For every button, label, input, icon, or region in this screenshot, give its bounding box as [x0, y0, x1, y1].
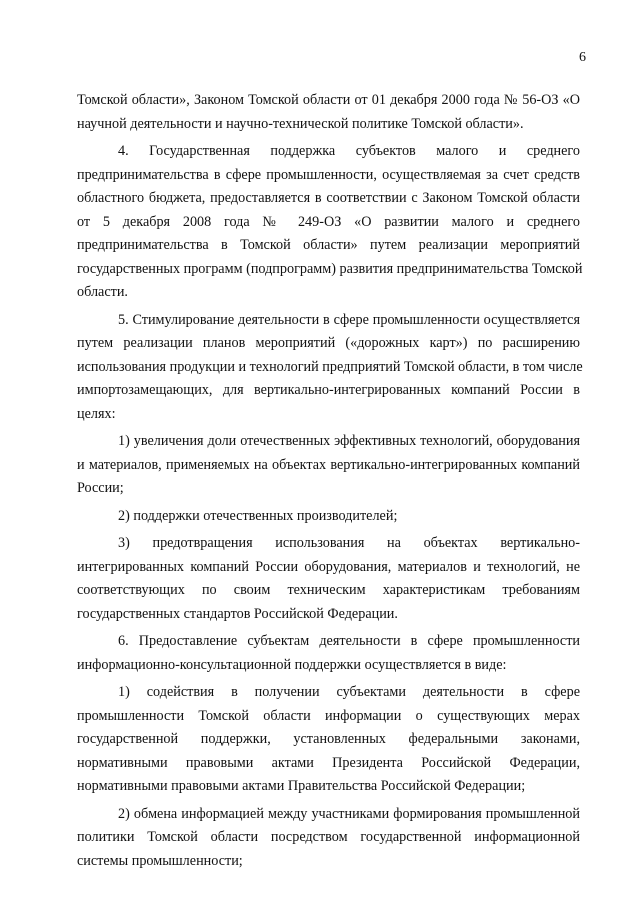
list-item-first-line: 2) обмена информацией между участниками формирования промышленной: [118, 805, 580, 822]
list-item-first-line: 1) увеличения доли отечественных эффективных технологий, оборудования: [118, 433, 580, 449]
list-item-first-line: 2) поддержки отечественных производителей;: [118, 507, 398, 524]
text-line: государственных программ (подпрограмм) развития предпринимательства Томской: [77, 260, 583, 277]
text-line: промышленности Томской области информации о существующих мерах: [77, 707, 580, 724]
text-line: интегрированных компаний России оборудования, материалов и технологий, не: [77, 558, 580, 575]
text-line: предпринимательства в сфере промышленности, осуществляемая за счет средств: [77, 166, 580, 183]
text-line: политики Томской области посредством государственной информационной: [77, 829, 580, 845]
text-line: от 5 декабря 2008 года № 249-ОЗ «О развитии малого и среднего: [77, 213, 580, 230]
text-line: областного бюджета, предоставляется в соответствии с Законом Томской области: [77, 190, 580, 206]
text-line: системы промышленности;: [77, 852, 243, 869]
list-item-first-line: 3) предотвращения использования на объектах вертикально-: [118, 535, 580, 551]
text-line: Томской области», Законом Томской области от 01 декабря 2000 года № 56-ОЗ «О: [77, 92, 580, 108]
text-line: информационно-консультационной поддержки осуществляется в виде:: [77, 656, 507, 673]
text-line: государственных стандартов Российской Федерации.: [77, 605, 398, 622]
text-line: путем реализации планов мероприятий («дорожных карт») по расширению: [77, 335, 580, 351]
text-line: импортозамещающих, для вертикально-интегрированных компаний России в: [77, 382, 580, 398]
text-line: и материалов, применяемых на объектах вертикально-интегрированных компаний: [77, 456, 580, 473]
text-line: предпринимательства в Томской области» путем реализации мероприятий: [77, 237, 580, 253]
text-line: государственной поддержки, установленных федеральными законами,: [77, 731, 580, 747]
page-number: 6: [579, 50, 586, 65]
text-line: научной деятельности и научно-технической политике Томской области».: [77, 115, 524, 132]
text-line: нормативными правовыми актами Президента Российской Федерации,: [77, 754, 580, 771]
text-line: России;: [77, 480, 124, 496]
list-item-first-line: 1) содействия в получении субъектами деятельности в сфере: [118, 684, 580, 700]
paragraph-first-line: 4. Государственная поддержка субъектов малого и среднего: [118, 143, 580, 159]
text-line: области.: [77, 284, 128, 300]
paragraph-first-line: 6. Предоставление субъектам деятельности в сфере промышленности: [118, 633, 580, 649]
text-line: целях:: [77, 405, 116, 422]
text-line: использования продукции и технологий предприятий Томской области, в том числе: [77, 358, 583, 375]
text-line: нормативными правовыми актами Правительства Российской Федерации;: [77, 778, 526, 794]
paragraph-first-line: 5. Стимулирование деятельности в сфере промышленности осуществляется: [118, 311, 580, 328]
text-line: соответствующих по своим техническим характеристикам требованиям: [77, 582, 580, 598]
